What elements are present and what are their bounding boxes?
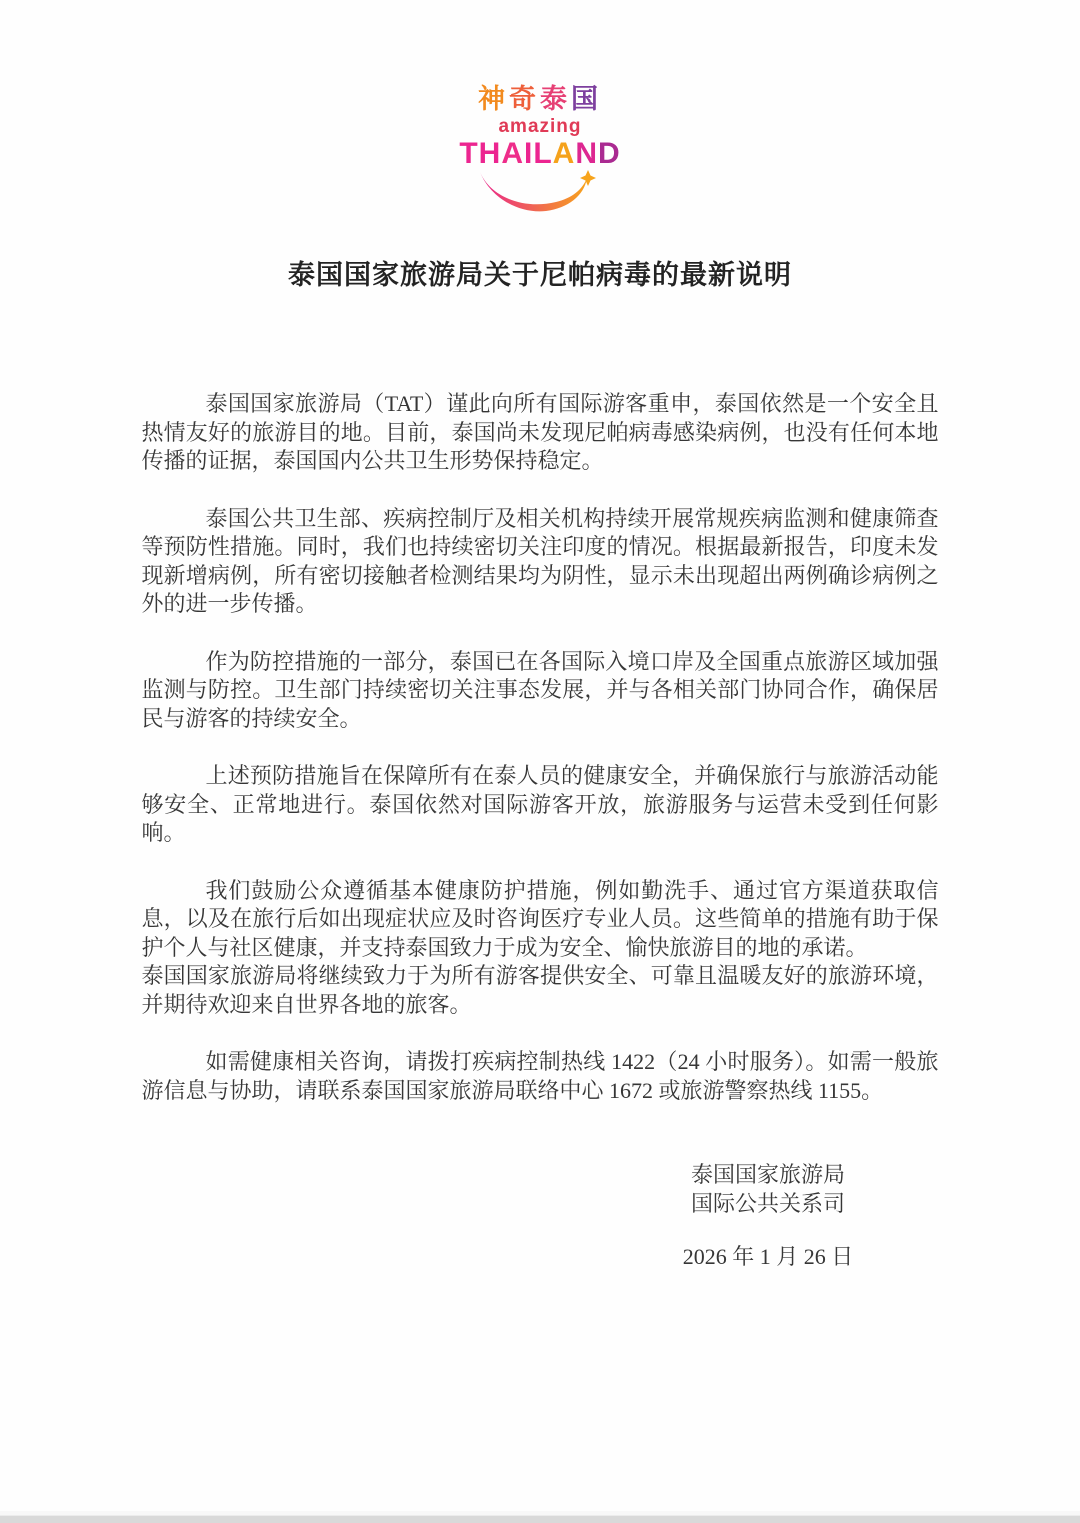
- document-body: [142, 390, 939, 1105]
- logo-thailand-letter: N: [575, 137, 598, 170]
- logo-thailand-letter: H: [478, 137, 502, 170]
- amazing-thailand-logo: [0, 0, 1080, 212]
- logo-smile-swoosh-icon: [474, 170, 606, 212]
- paragraph-7: 如需健康相关咨询，请拨打疾病控制热线 1422（24 小时服务）。如需一般旅游信息与协助，请联系泰国国家旅游局联络中心 1672 或旅游警察热线 1155。: [141, 1049, 939, 1103]
- logo-thailand-letter: T: [459, 137, 479, 170]
- signature-dept: 国际公共关系司: [690, 1190, 845, 1216]
- paragraph-6: 泰国国家旅游局将继续致力于为所有游客提供安全、可靠且温暖友好的旅游环境，并期待欢迎来自世界各地的旅客。: [141, 963, 939, 1017]
- logo-chinese-text: [0, 86, 1080, 113]
- signature-org: 泰国国家旅游局: [690, 1162, 845, 1187]
- paragraph-3: 作为防控措施的一部分，泰国已在各国际入境口岸及全国重点旅游区域加强监测与防控。卫生部门持续密切关注事态发展，并与各相关部门协同合作，确保居民与游客的持续安全。: [141, 648, 939, 731]
- paragraph-1: 泰国国家旅游局（TAT）谨此向所有国际游客重申，泰国依然是一个安全且热情友好的旅游目的地。目前，泰国尚未发现尼帕病毒感染病例，也没有任何本地传播的证据，泰国国内公共卫生形势保持稳定。: [141, 391, 939, 473]
- paragraph-4: 上述预防措施旨在保障所有在泰人员的健康安全，并确保旅行与旅游活动能够安全、正常地进行。泰国依然对国际游客开放，旅游服务与运营未受到任何影响。: [141, 763, 939, 845]
- bottom-gray-strip: [0, 1515, 1080, 1523]
- paragraph-2: 泰国公共卫生部、疾病控制厅及相关机构持续开展常规疾病监测和健康筛查等预防性措施。同时，我们也持续密切关注印度的情况。根据最新报告，印度未发现新增病例，所有密切接触者检测结果均为阴性，显示未出现超出两例确诊病例之外的进一步传播。: [141, 505, 939, 616]
- logo-thailand-text: [0, 139, 1080, 169]
- swoosh-star: [580, 170, 596, 186]
- logo-cn-char: 神: [478, 84, 509, 114]
- logo-thailand-letter: I: [523, 137, 534, 170]
- signature-date: 2026 年 1 月 26 日: [682, 1244, 854, 1269]
- document-title: 泰国国家旅游局关于尼帕病毒的最新说明: [288, 260, 792, 290]
- logo-cn-char: 国: [571, 84, 602, 114]
- logo-amazing-text: amazing: [498, 116, 582, 137]
- paragraph-5: 我们鼓励公众遵循基本健康防护措施，例如勤洗手、通过官方渠道获取信息，以及在旅行后如出现症状应及时咨询医疗专业人员。这些简单的措施有助于保护个人与社区健康，并支持泰国致力于成为安全、愉快旅游目的地的承诺。: [141, 877, 939, 960]
- swoosh-shape: [480, 172, 587, 211]
- logo-cn-char: 泰: [540, 84, 571, 114]
- signature-block: [673, 1161, 863, 1272]
- logo-thailand-letter: L: [533, 137, 553, 170]
- logo-thailand-letter: D: [598, 137, 621, 170]
- logo-thailand-letter: A: [552, 137, 576, 170]
- logo-cn-char: 奇: [509, 84, 540, 114]
- logo-thailand-letter: A: [501, 137, 524, 170]
